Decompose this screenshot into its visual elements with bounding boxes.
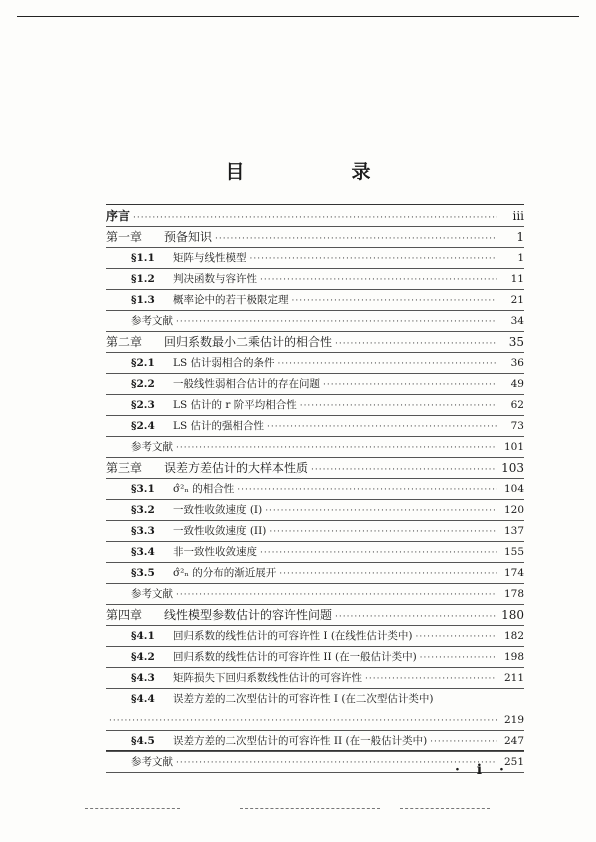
top-rule bbox=[17, 16, 579, 17]
toc-entry-chapter bbox=[106, 458, 524, 479]
toc-entry-section bbox=[106, 668, 524, 689]
chapter-number: 第二章 bbox=[106, 335, 143, 349]
toc-bottom-rule bbox=[106, 750, 524, 751]
page-ref: 36 bbox=[510, 357, 524, 369]
leader-dots bbox=[260, 543, 497, 564]
leader-dots bbox=[133, 208, 497, 229]
entry-title: 非一致性收敛速度 bbox=[173, 546, 257, 558]
entry-title: 回归系数的线性估计的可容许性 I (在线性估计类中) bbox=[173, 630, 413, 642]
leader-dots bbox=[176, 438, 497, 459]
leader-dots bbox=[323, 375, 497, 396]
chapter-number: 第三章 bbox=[106, 461, 143, 475]
leader-dots bbox=[176, 585, 497, 606]
section-number: §2.2 bbox=[131, 378, 155, 390]
toc-entry-section bbox=[106, 416, 524, 437]
entry-title: 回归系数的线性估计的可容许性 II (在一般估计类中) bbox=[173, 651, 417, 663]
toc-entry-section bbox=[106, 647, 524, 668]
toc-entry-section bbox=[106, 248, 524, 269]
page-number: · i · bbox=[455, 762, 510, 778]
section-number: §3.1 bbox=[131, 483, 155, 495]
leader-dots bbox=[176, 312, 497, 333]
page-ref: 174 bbox=[503, 567, 524, 579]
page-ref: 182 bbox=[503, 630, 524, 642]
entry-title: 一般线性弱相合估计的存在问题 bbox=[173, 378, 320, 390]
page-ref: 73 bbox=[510, 420, 524, 432]
section-number: §3.3 bbox=[131, 525, 155, 537]
toc-entry-section bbox=[106, 290, 524, 311]
leader-dots bbox=[420, 648, 497, 669]
entry-title: σ̂²ₙ 的相合性 bbox=[173, 483, 235, 495]
section-number: §2.4 bbox=[131, 420, 155, 432]
entry-title: 判决函数与容许性 bbox=[173, 273, 257, 285]
leader-dots bbox=[365, 669, 497, 690]
section-number: §4.2 bbox=[131, 651, 155, 663]
section-number: §3.5 bbox=[131, 567, 155, 579]
page-ref: 120 bbox=[503, 504, 524, 516]
toc-entry-section bbox=[106, 731, 524, 752]
page-ref: 180 bbox=[501, 608, 524, 622]
leader-dots bbox=[176, 753, 497, 774]
scan-artifact bbox=[240, 808, 380, 809]
leader-dots bbox=[237, 480, 497, 501]
section-number: §1.3 bbox=[131, 294, 155, 306]
section-number: §4.5 bbox=[131, 735, 155, 747]
toc-entry-continuation bbox=[106, 710, 524, 731]
page-ref: 247 bbox=[503, 735, 524, 747]
entry-title: 矩阵与线性模型 bbox=[173, 252, 247, 264]
leader-dots bbox=[269, 522, 497, 543]
toc-top-rule bbox=[106, 204, 524, 205]
toc-entry-section bbox=[106, 500, 524, 521]
page-ref: 219 bbox=[503, 714, 524, 726]
leader-dots bbox=[335, 334, 497, 355]
page-ref: 103 bbox=[501, 461, 524, 475]
scan-artifact bbox=[85, 808, 180, 809]
page-ref: 21 bbox=[510, 294, 524, 306]
page-ref: 11 bbox=[510, 273, 524, 285]
toc-entry-preface bbox=[106, 206, 524, 227]
section-number: §2.1 bbox=[131, 357, 155, 369]
chapter-title: 预备知识 bbox=[164, 230, 213, 244]
toc-entry-references bbox=[106, 311, 524, 332]
page-ref: 35 bbox=[508, 335, 524, 349]
chapter-title: 误差方差估计的大样本性质 bbox=[164, 461, 309, 475]
leader-dots bbox=[265, 501, 497, 522]
page-ref: 211 bbox=[503, 672, 524, 684]
leader-dots bbox=[300, 396, 497, 417]
section-number: §2.3 bbox=[131, 399, 155, 411]
entry-title: 参考文献 bbox=[131, 756, 173, 768]
toc-entry-references bbox=[106, 584, 524, 605]
leader-dots bbox=[279, 564, 497, 585]
entry-title: 矩阵损失下回归系数线性估计的可容许性 bbox=[173, 672, 362, 684]
section-number: §3.4 bbox=[131, 546, 155, 558]
page-ref: 1 bbox=[516, 230, 524, 244]
entry-title: 序言 bbox=[106, 209, 131, 223]
page-ref: 34 bbox=[510, 315, 524, 327]
toc-entry-section bbox=[106, 521, 524, 542]
section-number: §1.1 bbox=[131, 252, 155, 264]
leader-dots bbox=[267, 417, 497, 438]
chapter-number: 第一章 bbox=[106, 230, 143, 244]
entry-title: 一致性收敛速度 (II) bbox=[173, 525, 267, 537]
page-ref: 1 bbox=[517, 252, 524, 264]
toc-entry-section bbox=[106, 269, 524, 290]
toc-entry-chapter bbox=[106, 227, 524, 248]
leader-dots bbox=[109, 711, 497, 732]
section-title: 误差方差的二次型估计的可容许性 I (在二次型估计类中) bbox=[173, 693, 434, 705]
section-number: §1.2 bbox=[131, 273, 155, 285]
page-ref: 155 bbox=[503, 546, 524, 558]
page-ref: iii bbox=[512, 209, 524, 223]
toc-entry-section bbox=[106, 395, 524, 416]
leader-dots bbox=[250, 249, 498, 270]
entry-title: σ̂²ₙ 的分布的渐近展开 bbox=[173, 567, 277, 579]
page-ref: 198 bbox=[503, 651, 524, 663]
section-number: §3.2 bbox=[131, 504, 155, 516]
leader-dots bbox=[311, 460, 497, 481]
toc-entry-section bbox=[106, 689, 524, 710]
chapter-title: 回归系数最小二乘估计的相合性 bbox=[164, 335, 333, 349]
toc-entry-references bbox=[106, 437, 524, 458]
entry-title: LS 估计弱相合的条件 bbox=[173, 357, 275, 369]
page-ref: 178 bbox=[503, 588, 524, 600]
toc-entry-section bbox=[106, 563, 524, 584]
page-ref: 62 bbox=[510, 399, 524, 411]
page-title: 目 录 bbox=[225, 161, 415, 183]
toc-entry-section bbox=[106, 542, 524, 563]
leader-dots bbox=[278, 354, 497, 375]
toc-entry-chapter bbox=[106, 605, 524, 626]
entry-title: 参考文献 bbox=[131, 315, 173, 327]
chapter-number: 第四章 bbox=[106, 608, 143, 622]
chapter-title: 线性模型参数估计的容许性问题 bbox=[164, 608, 333, 622]
scan-artifact bbox=[400, 808, 490, 809]
leader-dots bbox=[292, 291, 498, 312]
entry-title: 参考文献 bbox=[131, 588, 173, 600]
toc-entry-section bbox=[106, 353, 524, 374]
entry-title: 一致性收敛速度 (I) bbox=[173, 504, 263, 516]
page-ref: 49 bbox=[510, 378, 524, 390]
table-of-contents bbox=[106, 206, 524, 773]
entry-title: LS 估计的强相合性 bbox=[173, 420, 265, 432]
toc-entry-section bbox=[106, 374, 524, 395]
page-ref: 104 bbox=[503, 483, 524, 495]
leader-dots bbox=[335, 607, 497, 628]
page-ref: 137 bbox=[503, 525, 524, 537]
entry-title: 参考文献 bbox=[131, 441, 173, 453]
page-ref: 251 bbox=[503, 756, 524, 768]
toc-entry-chapter bbox=[106, 332, 524, 353]
leader-dots bbox=[215, 229, 497, 250]
entry-title: 概率论中的若干极限定理 bbox=[173, 294, 289, 306]
entry-title: LS 估计的 r 阶平均相合性 bbox=[173, 399, 297, 411]
toc-entry-section bbox=[106, 479, 524, 500]
leader-dots bbox=[416, 627, 497, 648]
section-number: §4.3 bbox=[131, 672, 155, 684]
section-number: §4.4 bbox=[131, 693, 155, 705]
leader-dots bbox=[260, 270, 497, 291]
section-number: §4.1 bbox=[131, 630, 155, 642]
toc-entry-section bbox=[106, 626, 524, 647]
page-ref: 101 bbox=[503, 441, 524, 453]
entry-title: 误差方差的二次型估计的可容许性 II (在一般估计类中) bbox=[173, 735, 428, 747]
